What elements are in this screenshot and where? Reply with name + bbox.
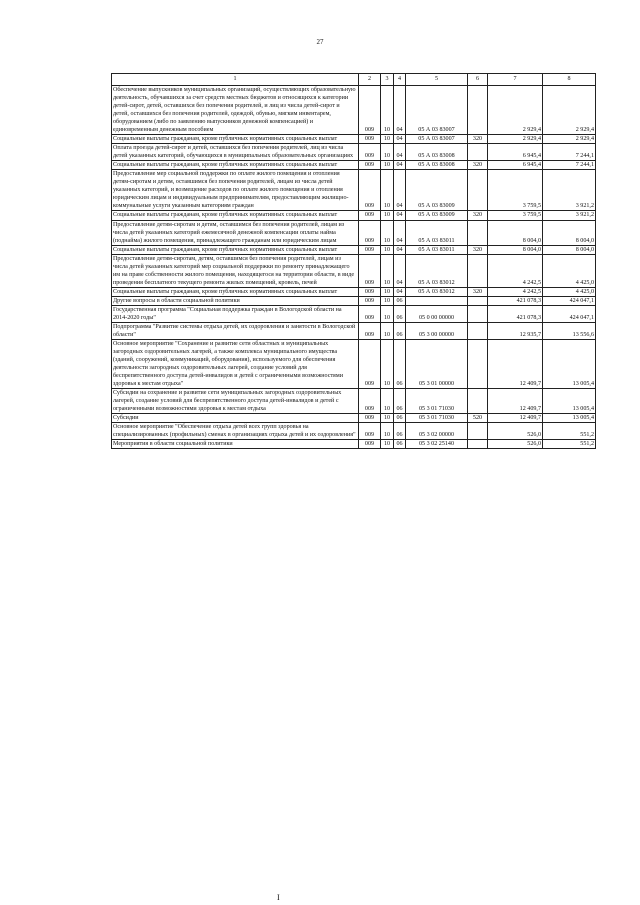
row-name-cell: Основное мероприятие "Обеспечение отдыха детей всех групп здоровья на специализированных (профильных) сменах в организациях отдыха детей и их оздоровления" bbox=[112, 423, 359, 440]
ministry-code-cell: 009 bbox=[359, 220, 381, 245]
amount-year1-cell: 3 759,5 bbox=[488, 170, 543, 211]
target-article-cell bbox=[406, 296, 468, 305]
table-row bbox=[112, 211, 596, 220]
column-header: 8 bbox=[543, 74, 596, 86]
section-code-cell: 10 bbox=[381, 161, 394, 170]
ministry-code-cell: 009 bbox=[359, 161, 381, 170]
expense-type-cell bbox=[468, 423, 488, 440]
amount-year2-cell: 8 004,0 bbox=[543, 220, 596, 245]
row-name-cell: Другие вопросы в области социальной политики bbox=[112, 296, 359, 305]
amount-year2-cell: 13 556,6 bbox=[543, 322, 596, 339]
subsection-code-cell: 06 bbox=[394, 296, 406, 305]
page-number: 27 bbox=[316, 38, 324, 46]
amount-year1-cell: 12 409,7 bbox=[488, 414, 543, 423]
subsection-code-cell: 04 bbox=[394, 245, 406, 254]
row-name-cell: Социальные выплаты гражданам, кроме публичных нормативных социальных выплат bbox=[112, 287, 359, 296]
amount-year1-cell: 12 409,7 bbox=[488, 389, 543, 414]
section-code-cell: 10 bbox=[381, 296, 394, 305]
expense-type-cell: 320 bbox=[468, 135, 488, 144]
subsection-code-cell: 04 bbox=[394, 86, 406, 135]
section-code-cell: 10 bbox=[381, 254, 394, 287]
table-row bbox=[112, 287, 596, 296]
amount-year2-cell: 4 425,0 bbox=[543, 254, 596, 287]
expense-type-cell bbox=[468, 440, 488, 449]
amount-year1-cell: 526,0 bbox=[488, 440, 543, 449]
subsection-code-cell: 06 bbox=[394, 339, 406, 388]
row-name-cell: Субсидии bbox=[112, 414, 359, 423]
amount-year2-cell: 4 425,0 bbox=[543, 287, 596, 296]
row-name-cell: Оплата проезда детей-сирот и детей, оставшихся без попечения родителей, лиц из числа детей указанных категорий, обучающихся в муниципальных образовательных организациях bbox=[112, 144, 359, 161]
subsection-code-cell: 04 bbox=[394, 254, 406, 287]
ministry-code-cell: 009 bbox=[359, 305, 381, 322]
subsection-code-cell: 04 bbox=[394, 220, 406, 245]
ministry-code-cell: 009 bbox=[359, 287, 381, 296]
amount-year2-cell: 3 921,2 bbox=[543, 170, 596, 211]
ministry-code-cell: 009 bbox=[359, 389, 381, 414]
target-article-cell: 05 3 02 00000 bbox=[406, 423, 468, 440]
expense-type-cell bbox=[468, 144, 488, 161]
table-row bbox=[112, 389, 596, 414]
target-article-cell: 05 А 03 83011 bbox=[406, 220, 468, 245]
amount-year2-cell: 13 005,4 bbox=[543, 339, 596, 388]
column-header: 6 bbox=[468, 74, 488, 86]
section-code-cell: 10 bbox=[381, 245, 394, 254]
table-row bbox=[112, 423, 596, 440]
amount-year1-cell: 3 759,5 bbox=[488, 211, 543, 220]
expense-type-cell bbox=[468, 254, 488, 287]
section-code-cell: 10 bbox=[381, 86, 394, 135]
target-article-cell: 05 А 03 83012 bbox=[406, 254, 468, 287]
amount-year1-cell: 12 935,7 bbox=[488, 322, 543, 339]
amount-year1-cell: 8 004,0 bbox=[488, 245, 543, 254]
column-header: 2 bbox=[359, 74, 381, 86]
subsection-code-cell: 06 bbox=[394, 389, 406, 414]
ministry-code-cell: 009 bbox=[359, 322, 381, 339]
amount-year2-cell: 13 005,4 bbox=[543, 389, 596, 414]
amount-year2-cell: 424 047,1 bbox=[543, 296, 596, 305]
table-row bbox=[112, 161, 596, 170]
ministry-code-cell: 009 bbox=[359, 211, 381, 220]
target-article-cell: 05 3 02 25140 bbox=[406, 440, 468, 449]
ministry-code-cell: 009 bbox=[359, 170, 381, 211]
footer-mark: I bbox=[277, 893, 280, 902]
expense-type-cell bbox=[468, 86, 488, 135]
ministry-code-cell: 009 bbox=[359, 414, 381, 423]
column-header: 4 bbox=[394, 74, 406, 86]
section-code-cell: 10 bbox=[381, 423, 394, 440]
subsection-code-cell: 06 bbox=[394, 440, 406, 449]
amount-year1-cell: 6 945,4 bbox=[488, 161, 543, 170]
table-body bbox=[112, 86, 596, 449]
row-name-cell: Социальные выплаты гражданам, кроме публичных нормативных социальных выплат bbox=[112, 211, 359, 220]
ministry-code-cell: 009 bbox=[359, 296, 381, 305]
target-article-cell: 05 А 03 83007 bbox=[406, 86, 468, 135]
table-row bbox=[112, 220, 596, 245]
subsection-code-cell: 06 bbox=[394, 423, 406, 440]
amount-year2-cell: 7 244,1 bbox=[543, 161, 596, 170]
amount-year2-cell: 551,2 bbox=[543, 423, 596, 440]
amount-year1-cell: 6 945,4 bbox=[488, 144, 543, 161]
amount-year1-cell: 8 004,0 bbox=[488, 220, 543, 245]
section-code-cell: 10 bbox=[381, 135, 394, 144]
amount-year1-cell: 4 242,5 bbox=[488, 254, 543, 287]
subsection-code-cell: 04 bbox=[394, 287, 406, 296]
row-name-cell: Обеспечение выпускников муниципальных организаций, осуществляющих образовательную деятельность, обучавшихся за счет средств местных бюджетов и относящихся к категории детей-сирот, детей, оставшихся без попечения родителей, и лиц из числа детей-сирот и детей, оставшихся без попечения родителей, одеждой, обувью, мягким инвентарем, оборудованием (либо по заявлению выпускников денежной компенсацией) и единовременным денежным пособием bbox=[112, 86, 359, 135]
section-code-cell: 10 bbox=[381, 440, 394, 449]
target-article-cell: 05 3 01 00000 bbox=[406, 339, 468, 388]
row-name-cell: Предоставление детям-сиротам, детям, оставшимся без попечения родителей, лицам из числа детей указанных категорий мер социальной поддержки по ремонту принадлежащего им на праве собственности жилого помещения, находящегося на территории области, в виде проведения бесплатного текущего ремонта жилых помещений, кровель, печей bbox=[112, 254, 359, 287]
section-code-cell: 10 bbox=[381, 287, 394, 296]
column-header: 5 bbox=[406, 74, 468, 86]
subsection-code-cell: 04 bbox=[394, 170, 406, 211]
expense-type-cell bbox=[468, 322, 488, 339]
row-name-cell: Социальные выплаты гражданам, кроме публичных нормативных социальных выплат bbox=[112, 245, 359, 254]
section-code-cell: 10 bbox=[381, 211, 394, 220]
section-code-cell: 10 bbox=[381, 305, 394, 322]
target-article-cell: 05 А 03 83009 bbox=[406, 170, 468, 211]
row-name-cell: Субсидии на сохранение и развитие сети муниципальных загородных оздоровительных лагерей, создание условий для беспрепятственного доступа детей-инвалидов и детей с ограниченными возможностями здоровья к местам отдыха bbox=[112, 389, 359, 414]
table-row bbox=[112, 86, 596, 135]
ministry-code-cell: 009 bbox=[359, 339, 381, 388]
column-header: 1 bbox=[112, 74, 359, 86]
section-code-cell: 10 bbox=[381, 322, 394, 339]
table-row bbox=[112, 322, 596, 339]
row-name-cell: Социальные выплаты гражданам, кроме публичных нормативных социальных выплат bbox=[112, 135, 359, 144]
budget-table bbox=[111, 73, 596, 449]
amount-year1-cell: 2 929,4 bbox=[488, 86, 543, 135]
target-article-cell: 05 А 03 83012 bbox=[406, 287, 468, 296]
target-article-cell: 05 А 03 83008 bbox=[406, 144, 468, 161]
expense-type-cell bbox=[468, 296, 488, 305]
target-article-cell: 05 3 00 00000 bbox=[406, 322, 468, 339]
row-name-cell: Социальные выплаты гражданам, кроме публичных нормативных социальных выплат bbox=[112, 161, 359, 170]
amount-year1-cell: 421 078,3 bbox=[488, 296, 543, 305]
table-row bbox=[112, 144, 596, 161]
table-row bbox=[112, 414, 596, 423]
target-article-cell: 05 А 03 83009 bbox=[406, 211, 468, 220]
amount-year2-cell: 551,2 bbox=[543, 440, 596, 449]
expense-type-cell: 320 bbox=[468, 211, 488, 220]
expense-type-cell bbox=[468, 339, 488, 388]
ministry-code-cell: 009 bbox=[359, 254, 381, 287]
table-row bbox=[112, 296, 596, 305]
expense-type-cell bbox=[468, 220, 488, 245]
amount-year2-cell: 7 244,1 bbox=[543, 144, 596, 161]
subsection-code-cell: 04 bbox=[394, 161, 406, 170]
section-code-cell: 10 bbox=[381, 144, 394, 161]
ministry-code-cell: 009 bbox=[359, 144, 381, 161]
column-header: 3 bbox=[381, 74, 394, 86]
expense-type-cell: 320 bbox=[468, 161, 488, 170]
target-article-cell: 05 А 03 83011 bbox=[406, 245, 468, 254]
expense-type-cell bbox=[468, 389, 488, 414]
row-name-cell: Мероприятия в области социальной политики bbox=[112, 440, 359, 449]
table-row bbox=[112, 305, 596, 322]
table-row bbox=[112, 245, 596, 254]
amount-year1-cell: 421 078,3 bbox=[488, 305, 543, 322]
subsection-code-cell: 06 bbox=[394, 414, 406, 423]
target-article-cell: 05 А 03 83008 bbox=[406, 161, 468, 170]
amount-year2-cell: 13 005,4 bbox=[543, 414, 596, 423]
table-row bbox=[112, 170, 596, 211]
target-article-cell: 05 3 01 71030 bbox=[406, 389, 468, 414]
section-code-cell: 10 bbox=[381, 389, 394, 414]
ministry-code-cell: 009 bbox=[359, 245, 381, 254]
subsection-code-cell: 04 bbox=[394, 211, 406, 220]
target-article-cell: 05 А 03 83007 bbox=[406, 135, 468, 144]
section-code-cell: 10 bbox=[381, 170, 394, 211]
section-code-cell: 10 bbox=[381, 339, 394, 388]
subsection-code-cell: 06 bbox=[394, 305, 406, 322]
table-row bbox=[112, 339, 596, 388]
row-name-cell: Подпрограмма "Развитие системы отдыха детей, их оздоровления и занятости в Вологодской области" bbox=[112, 322, 359, 339]
amount-year2-cell: 3 921,2 bbox=[543, 211, 596, 220]
expense-type-cell: 520 bbox=[468, 414, 488, 423]
row-name-cell: Предоставление детям-сиротам и детям, оставшимся без попечения родителей, лицам из числа детей указанных категорий ежемесячной денежной компенсации оплаты найма (поднайма) жилого помещения, принадлежащего гражданам или юридическим лицам bbox=[112, 220, 359, 245]
expense-type-cell: 320 bbox=[468, 287, 488, 296]
amount-year2-cell: 2 929,4 bbox=[543, 135, 596, 144]
amount-year1-cell: 12 409,7 bbox=[488, 339, 543, 388]
column-header: 7 bbox=[488, 74, 543, 86]
amount-year2-cell: 2 929,4 bbox=[543, 86, 596, 135]
ministry-code-cell: 009 bbox=[359, 135, 381, 144]
ministry-code-cell: 009 bbox=[359, 86, 381, 135]
section-code-cell: 10 bbox=[381, 414, 394, 423]
amount-year1-cell: 526,0 bbox=[488, 423, 543, 440]
table-header-row bbox=[112, 74, 596, 86]
section-code-cell: 10 bbox=[381, 220, 394, 245]
row-name-cell: Предоставление мер социальной поддержки по оплате жилого помещения и отопления детям-сиротам и детям, оставшимся без попечения родителей, лицам из числа детей указанных категорий, и возмещение расходов по оплате жилого помещения и отопления юридическим лицам и индивидуальным предпринимателям, предоставляющим жилищно-коммунальные услуги указанным категориям граждан bbox=[112, 170, 359, 211]
target-article-cell: 05 3 01 71030 bbox=[406, 414, 468, 423]
target-article-cell: 05 0 00 00000 bbox=[406, 305, 468, 322]
subsection-code-cell: 04 bbox=[394, 135, 406, 144]
expense-type-cell bbox=[468, 170, 488, 211]
subsection-code-cell: 06 bbox=[394, 322, 406, 339]
table-row bbox=[112, 254, 596, 287]
expense-type-cell bbox=[468, 305, 488, 322]
amount-year2-cell: 424 047,1 bbox=[543, 305, 596, 322]
ministry-code-cell: 009 bbox=[359, 440, 381, 449]
amount-year1-cell: 4 242,5 bbox=[488, 287, 543, 296]
amount-year1-cell: 2 929,4 bbox=[488, 135, 543, 144]
ministry-code-cell: 009 bbox=[359, 423, 381, 440]
amount-year2-cell: 8 004,0 bbox=[543, 245, 596, 254]
table-row bbox=[112, 440, 596, 449]
expense-type-cell: 320 bbox=[468, 245, 488, 254]
row-name-cell: Государственная программа "Социальная поддержка граждан в Вологодской области на 2014-2020 годы" bbox=[112, 305, 359, 322]
row-name-cell: Основное мероприятие "Сохранение и развитие сети областных и муниципальных загородных оздоровительных лагерей, а также комплекса муниципального имущества (зданий, сооружений, коммуникаций, оборудования), используемого для обеспечения деятельности загородных оздоровительных лагерей, создание условий для беспрепятственного доступа детей-инвалидов и детей с ограниченными возможностями здоровья к местам отдыха" bbox=[112, 339, 359, 388]
table-row bbox=[112, 135, 596, 144]
subsection-code-cell: 04 bbox=[394, 144, 406, 161]
